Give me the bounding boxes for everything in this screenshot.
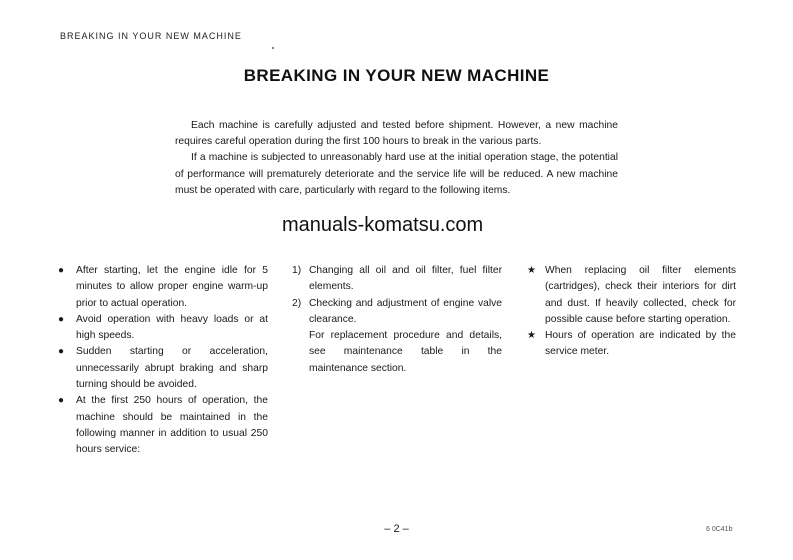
step-note: For replacement procedure and details, see maintenance table in the maintenance section. xyxy=(309,330,502,374)
bullet-icon: ● xyxy=(58,265,65,276)
list-item xyxy=(58,263,268,312)
intro-paragraph: Each machine is carefully adjusted and tested before shipment. However, a new machine requires careful operation during the first 100 hours to break in the various parts. xyxy=(175,120,618,148)
step-number: 1) xyxy=(292,265,302,276)
list-item-text: After starting, let the engine idle for 5 minutes to allow proper engine warm-up prior to actual operation. xyxy=(76,265,268,309)
bullet-icon: ● xyxy=(58,395,65,407)
list-item xyxy=(58,344,268,393)
list-item-text: Sudden starting or acceleration, unnecessarily abrupt braking and sharp turning should be avoided. xyxy=(76,346,268,391)
list-item xyxy=(58,312,268,345)
intro-paragraph: If a machine is subjected to unreasonably hard use at the initial operation stage, the potential of performance will prematurely deteriorate and the service life will be reduced. A new machine must be operated with care, particularly with regard to the following items. xyxy=(175,152,618,196)
scan-speck xyxy=(272,47,274,49)
list-item xyxy=(527,328,736,361)
intro-text xyxy=(175,118,618,199)
bullet-icon: ● xyxy=(58,346,65,358)
list-item-text: Hours of operation are indicated by the service meter. xyxy=(545,330,736,358)
star-icon: ★ xyxy=(527,330,536,342)
maintenance-steps xyxy=(292,263,502,377)
list-item-text: Avoid operation with heavy loads or at high speeds. xyxy=(76,313,268,342)
document-code: 6 0C41b xyxy=(706,526,733,533)
page-number: – 2 – xyxy=(384,523,409,535)
notes-list xyxy=(527,263,736,361)
watermark: manuals-komatsu.com xyxy=(282,214,484,236)
list-item-text: When replacing oil filter elements (cartridges), check their interiors for dirt and dust. If heavily collected, check for possible cause before starting operation. xyxy=(545,265,736,325)
star-icon: ★ xyxy=(527,265,536,276)
step-item xyxy=(292,263,502,296)
step-item xyxy=(292,296,502,329)
precautions-list xyxy=(58,263,268,459)
list-item-text: At the first 250 hours of operation, the machine should be maintained in the following manner in addition to usual 250 hours service: xyxy=(76,395,268,456)
list-item xyxy=(58,393,268,458)
running-header: BREAKING IN YOUR NEW MACHINE xyxy=(60,31,242,41)
step-text: Checking and adjustment of engine valve clearance. xyxy=(309,297,502,325)
step-number: 2) xyxy=(292,297,302,309)
list-item xyxy=(527,263,736,328)
page-title: BREAKING IN YOUR NEW MACHINE xyxy=(243,66,550,85)
bullet-icon: ● xyxy=(58,313,65,325)
step-text: Changing all oil and oil filter, fuel filter elements. xyxy=(309,265,502,293)
